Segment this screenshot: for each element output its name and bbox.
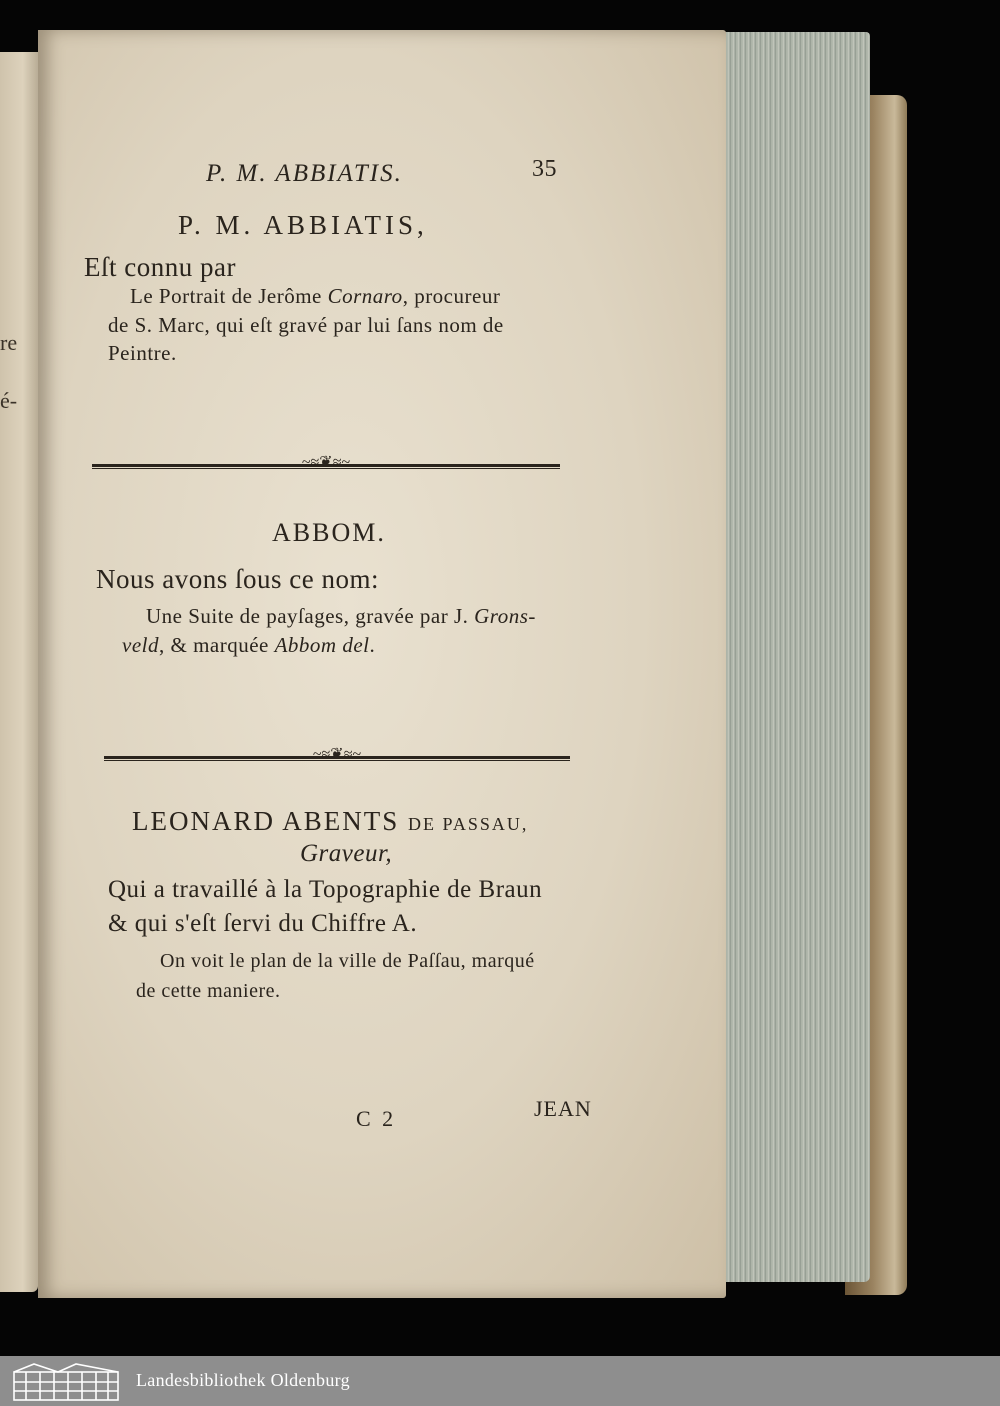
right-page — [38, 30, 726, 1298]
library-building-logo-icon — [10, 1360, 122, 1402]
entry-line: Une Suite de payſages, gravée par J. Grons- — [146, 604, 536, 628]
entry-line: de cette maniere. — [136, 980, 281, 1002]
entry-line: On voit le plan de la ville de Paſſau, marqué — [160, 950, 535, 972]
entry-heading: LEONARD ABENTS DE PASSAU, — [132, 806, 529, 836]
signature-mark: C 2 — [356, 1106, 397, 1131]
page-number: 35 — [532, 156, 557, 182]
ornamental-divider — [92, 454, 560, 472]
entry-intro: Eſt connu par — [84, 252, 236, 282]
entry-subheading: Graveur, — [300, 840, 393, 867]
ornamental-divider — [104, 746, 570, 764]
entry-line: de S. Marc, qui eſt gravé par lui ſans nom de — [108, 313, 504, 337]
entry-line: Le Portrait de Jerôme Cornaro, procureur — [130, 284, 501, 308]
left-page-fragment: re — [0, 330, 18, 355]
entry-intro: Qui a travaillé à la Topographie de Braun — [108, 876, 543, 903]
page-edges — [712, 32, 870, 1282]
running-title: P. M. ABBIATIS. — [206, 160, 403, 187]
fleuron-icon: ~≈❦≈~ — [301, 454, 351, 471]
left-page-fragment: é- — [0, 388, 18, 413]
entry-intro: Nous avons ſous ce nom: — [96, 564, 379, 594]
catchword: JEAN — [534, 1096, 592, 1121]
fleuron-icon: ~≈❦≈~ — [312, 746, 362, 763]
institution-name: Landesbibliothek Oldenburg — [136, 1370, 350, 1390]
entry-heading: P. M. ABBIATIS, — [178, 210, 428, 240]
entry-line: veld, & marquée Abbom del. — [122, 633, 376, 657]
entry-line: Peintre. — [108, 341, 177, 365]
entry-intro: & qui s'eſt ſervi du Chiffre A. — [108, 910, 418, 937]
entry-heading: ABBOM. — [272, 518, 386, 547]
left-page-edge — [0, 52, 38, 1292]
